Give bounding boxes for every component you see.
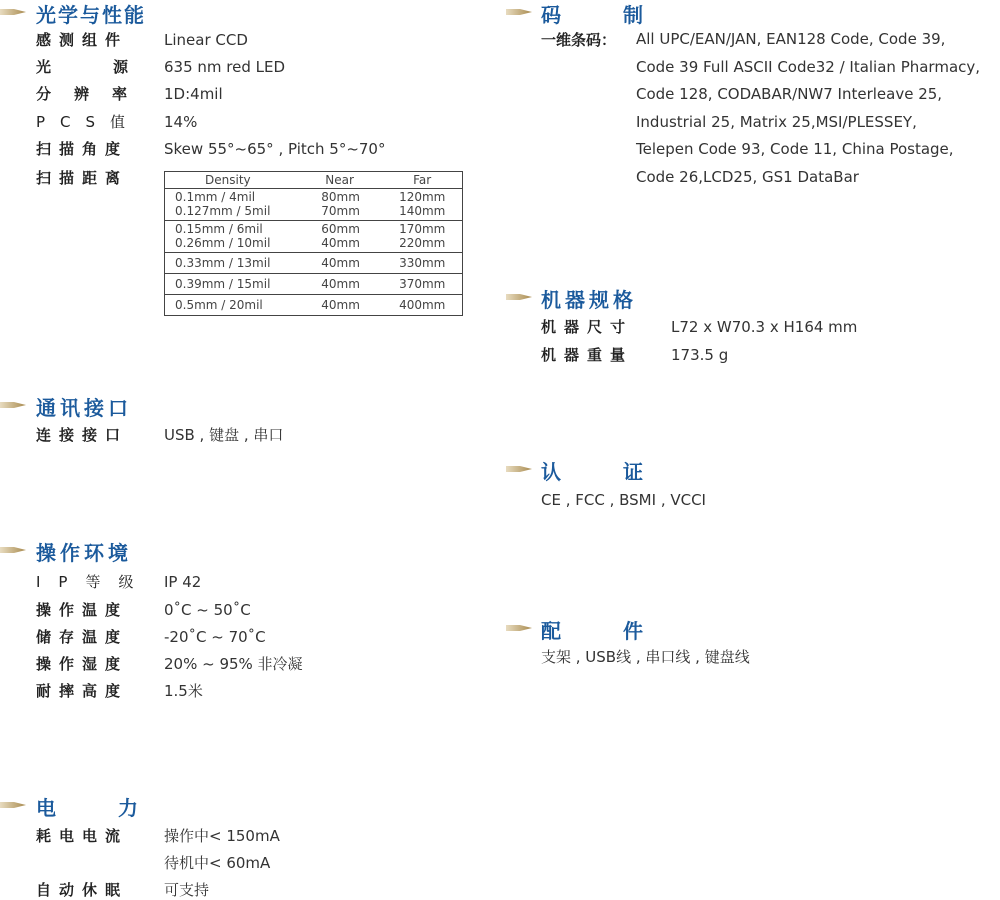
section-title-symbology: 码制 [541, 2, 705, 27]
cell-text: 0.26mm / 10mil [175, 236, 271, 250]
table-cell-near [295, 189, 375, 221]
spec-value [636, 26, 980, 191]
table-cell-density [165, 221, 296, 253]
spec-value: 14% [164, 113, 198, 131]
spec-value: Skew 55°~65° , Pitch 5°~70° [164, 140, 386, 158]
symbology-line: Telepen Code 93, Code 11, China Postage, [636, 140, 954, 158]
spec-value: Linear CCD [164, 31, 248, 49]
section-pointer-icon [0, 543, 26, 557]
spec-value: 可支持 [164, 881, 210, 899]
spec-label: 扫描距离 [36, 169, 129, 187]
spec-label: 机器重量 [541, 346, 634, 364]
table-cell-near: 40mm [295, 274, 375, 295]
spec-value: L72 x W70.3 x H164 mm [671, 318, 858, 336]
cell-text: 70mm [321, 204, 360, 218]
symbology-line: Code 26,LCD25, GS1 DataBar [636, 167, 859, 186]
section-title-cert: 认证 [541, 459, 705, 484]
table-cell-far: 370mm [375, 274, 462, 295]
spec-label: 耐摔高度 [36, 682, 129, 700]
spec-label: PCS值 [36, 113, 141, 131]
cell-text: 170mm [399, 222, 446, 236]
table-cell-density: 0.39mm / 15mil [165, 274, 296, 295]
section-title-env: 操作环境 [36, 540, 132, 565]
spec-label: 储存温度 [36, 628, 129, 646]
spec-value: 支架 , USB线 , 串口线 , 键盘线 [541, 648, 750, 666]
table-cell-density: 0.33mm / 13mil [165, 253, 296, 274]
table-header-density: Density [165, 172, 296, 189]
spec-value: 0˚C ~ 50˚C [164, 601, 251, 619]
spec-label: 操作湿度 [36, 655, 129, 673]
section-pointer-icon [0, 798, 26, 812]
symbology-line: Code 128, CODABAR/NW7 Interleave 25, [636, 85, 943, 103]
spec-label: 感测组件 [36, 31, 129, 49]
cell-text: 120mm [399, 190, 446, 204]
spec-label: 自动休眠 [36, 881, 129, 899]
table-cell-near [295, 221, 375, 253]
cell-text: 60mm [321, 222, 360, 236]
spec-value: 173.5 g [671, 346, 729, 364]
table-row [165, 253, 463, 274]
table-header-far: Far [375, 172, 462, 189]
cell-text: 140mm [399, 204, 446, 218]
spec-value: CE , FCC , BSMI , VCCI [541, 491, 706, 509]
table-cell-far [375, 221, 462, 253]
section-pointer-icon [506, 290, 532, 304]
table-header-near: Near [295, 172, 375, 189]
cell-text: 220mm [399, 236, 446, 250]
spec-label [36, 57, 191, 77]
cell-text: 0.15mm / 6mil [175, 222, 263, 236]
table-row [165, 274, 463, 295]
spec-value: 1D:4mil [164, 85, 223, 103]
symbology-line: Code 39 Full ASCII Code32 / Italian Pharmacy, [636, 57, 981, 76]
spec-label: 分辨率 [36, 85, 151, 103]
section-pointer-icon [506, 621, 532, 635]
scan-distance-table [164, 171, 463, 316]
cell-text: 40mm [321, 236, 360, 250]
table-cell-far [375, 189, 462, 221]
section-pointer-icon [0, 5, 26, 19]
spec-value: 20% ~ 95% 非冷凝 [164, 655, 303, 673]
spec-value: -20˚C ~ 70˚C [164, 628, 266, 646]
section-pointer-icon [506, 5, 532, 19]
spec-value: 待机中< 60mA [164, 854, 271, 872]
spec-value: USB , 键盘 , 串口 [164, 426, 284, 444]
section-title-mech: 机器规格 [541, 287, 637, 312]
table-row [165, 295, 463, 316]
spec-label: IP等级 [36, 573, 152, 591]
spec-label: 操作温度 [36, 601, 129, 619]
spec-label: 扫描角度 [36, 140, 129, 158]
table-cell-near: 40mm [295, 295, 375, 316]
section-title-power: 电力 [36, 795, 200, 820]
spec-value: 操作中< 150mA [164, 827, 280, 845]
cell-text: 0.127mm / 5mil [175, 204, 271, 218]
spec-label: 连接接口 [36, 426, 129, 444]
section-title-optics: 光学与性能 [36, 2, 146, 27]
table-cell-far: 330mm [375, 253, 462, 274]
table-header-row [165, 172, 463, 189]
section-pointer-icon [0, 398, 26, 412]
symbology-line: Industrial 25, Matrix 25,MSI/PLESSEY, [636, 112, 917, 131]
spec-label: 一维条码： [541, 31, 617, 49]
spec-value: 1.5米 [164, 682, 203, 700]
symbology-line: All UPC/EAN/JAN, EAN128 Code, Code 39, [636, 30, 946, 48]
cell-text: 0.1mm / 4mil [175, 190, 256, 204]
spec-label: 耗电电流 [36, 827, 129, 845]
section-pointer-icon [506, 462, 532, 476]
spec-label: 机器尺寸 [541, 318, 634, 336]
table-row [165, 189, 463, 221]
table-cell-near: 40mm [295, 253, 375, 274]
table-row [165, 221, 463, 253]
table-cell-density: 0.5mm / 20mil [165, 295, 296, 316]
section-title-comm: 通讯接口 [36, 395, 132, 420]
cell-text: 80mm [321, 190, 360, 204]
table-cell-far: 400mm [375, 295, 462, 316]
table-cell-density [165, 189, 296, 221]
spec-value: 635 nm red LED [164, 58, 286, 76]
section-title-accessories: 配件 [541, 618, 705, 643]
spec-label-text: 光源 [36, 58, 191, 76]
spec-value: IP 42 [164, 573, 202, 591]
